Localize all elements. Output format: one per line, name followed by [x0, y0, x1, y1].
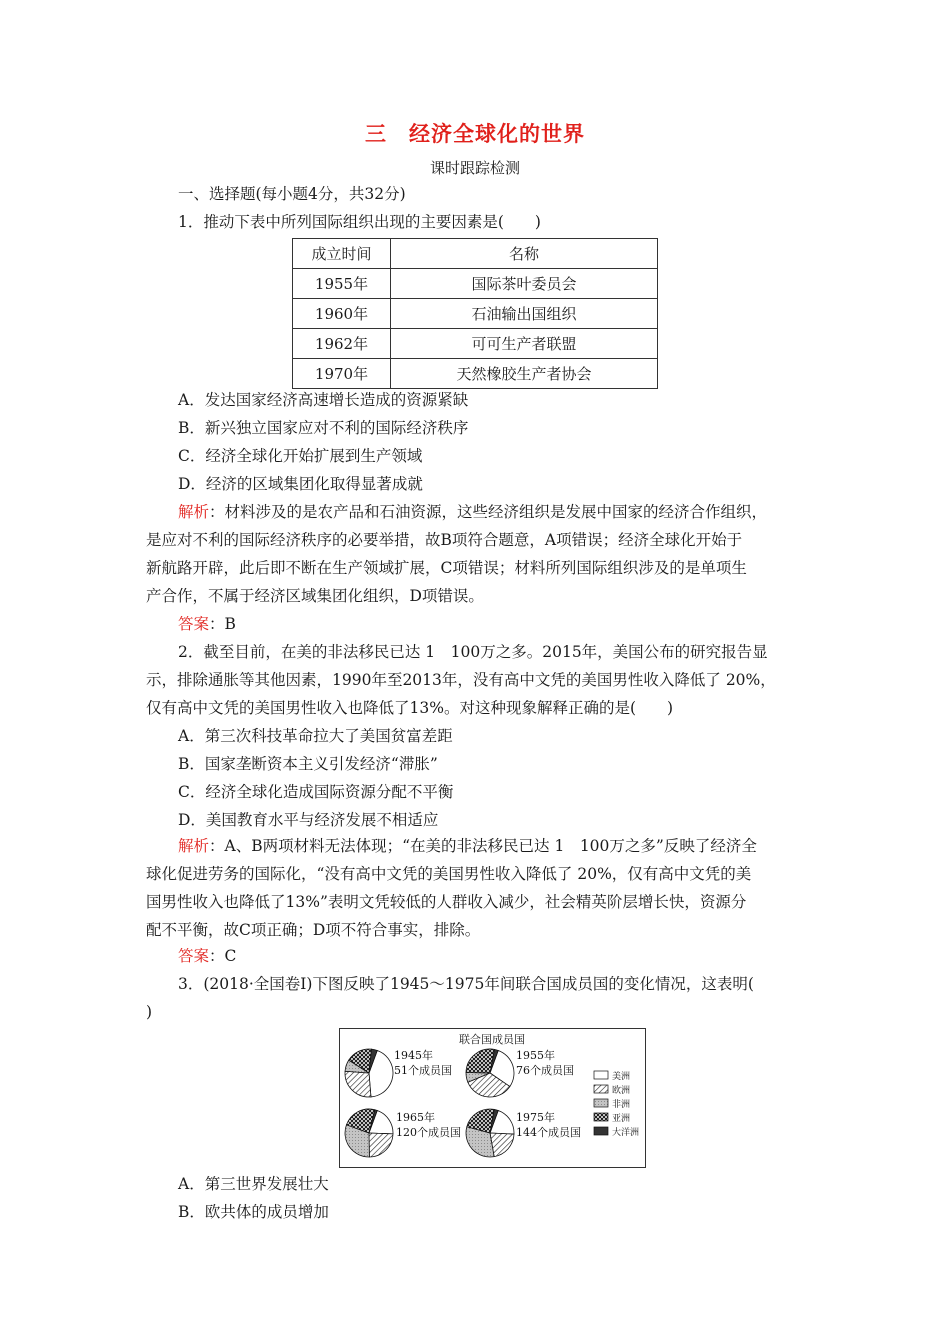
legend-swatch-oceania: [594, 1127, 608, 1135]
table-header-row: [293, 239, 658, 269]
table-header: 名称: [391, 239, 658, 269]
table-cell: 国际茶叶委员会: [391, 269, 658, 299]
q2-analysis-line: 国男性收入也降低了13%”表明文凭较低的人群收入减少，社会精英阶层增长快，资源分: [146, 893, 747, 911]
q3-option-a: A．第三世界发展壮大: [178, 1175, 329, 1193]
page-title: 三 经济全球化的世界: [365, 121, 585, 146]
q2-analysis-line: 解析：A、B两项材料无法体现；“在美的非法移民已达 1 100万之多”反映了经济全: [178, 837, 757, 855]
table-cell: 1960年: [293, 299, 391, 329]
q2-stem-line: 仅有高中文凭的美国男性收入也降低了13%。对这种现象解释正确的是( ): [146, 699, 674, 717]
legend-swatch-africa: [594, 1099, 608, 1107]
pie-slice-asia: [466, 1049, 494, 1073]
legend-swatch-asia: [594, 1113, 608, 1121]
un-members-chart: [339, 1028, 646, 1168]
analysis-label: 解析: [178, 837, 210, 855]
pie-count-label: 51个成员国: [394, 1064, 452, 1077]
pie-chart-svg: [340, 1029, 645, 1167]
q3-option-b: B．欧共体的成员增加: [178, 1203, 329, 1221]
q1-stem: 1．推动下表中所列国际组织出现的主要因素是( ): [178, 213, 541, 231]
table-row: [293, 299, 658, 329]
q1-option-d: D．经济的区域集团化取得显著成就: [178, 475, 423, 493]
legend-label-africa: 非洲: [612, 1100, 631, 1110]
q1-option-a: A．发达国家经济高速增长造成的资源紧缺: [178, 391, 469, 409]
q1-option-b: B．新兴独立国家应对不利的国际经济秩序: [178, 419, 469, 437]
q2-option-c: C．经济全球化造成国际资源分配不平衡: [178, 783, 454, 801]
q2-stem-line: 示，排除通胀等其他因素，1990年至2013年，没有高中文凭的美国男性收入降低了 20%，: [146, 671, 776, 689]
q1-analysis-line: 是应对不利的国际经济秩序的必要举措，故B项符合题意，A项错误；经济全球化开始于: [146, 531, 743, 549]
answer-label: 答案: [178, 947, 210, 965]
q2-option-b: B．国家垄断资本主义引发经济“滞胀”: [178, 755, 438, 773]
pie-count-label: 76个成员国: [516, 1064, 574, 1077]
q2-analysis-line: 球化促进劳务的国际化，“没有高中文凭的美国男性收入降低了 20%，仅有高中文凭的美: [146, 865, 752, 883]
q1-option-c: C．经济全球化开始扩展到生产领域: [178, 447, 423, 465]
pie-count-label: 144个成员国: [516, 1126, 581, 1139]
pie-year-label: 1975年: [516, 1111, 555, 1124]
q1-analysis-line: 产合作，不属于经济区域集团化组织，D项错误。: [146, 587, 484, 605]
table-row: [293, 359, 658, 389]
org-table: [292, 238, 658, 389]
q1-analysis-line: 新航路开辟，此后即不断在生产领域扩展，C项错误；材料所列国际组织涉及的是单项生: [146, 559, 747, 577]
legend-label-europe: 欧洲: [612, 1086, 631, 1096]
pie-year-label: 1965年: [396, 1111, 435, 1124]
page-subtitle: 课时跟踪检测: [429, 159, 520, 177]
table-cell: 天然橡胶生产者协会: [391, 359, 658, 389]
section-heading: 一、选择题(每小题4分，共32分): [178, 185, 406, 203]
pie-year-label: 1945年: [394, 1049, 433, 1062]
q2-stem-line: 2．截至目前，在美的非法移民已达 1 100万之多。2015年，美国公布的研究报告显: [178, 643, 768, 661]
table-cell: 1955年: [293, 269, 391, 299]
legend-swatch-europe: [594, 1085, 608, 1093]
pie-year-label: 1955年: [516, 1049, 555, 1062]
pie-count-label: 120个成员国: [396, 1126, 461, 1139]
q3-stem-line: ): [146, 1003, 153, 1021]
answer-label: 答案: [178, 615, 210, 633]
legend-swatch-americas: [594, 1071, 608, 1079]
table-row: [293, 269, 658, 299]
chart-title: 联合国成员国: [459, 1033, 525, 1046]
pie-slice-europe: [345, 1071, 371, 1097]
legend-label-americas: 美洲: [612, 1072, 631, 1082]
table-cell: 1962年: [293, 329, 391, 359]
table-header: 成立时间: [293, 239, 391, 269]
legend-label-oceania: 大洋洲: [612, 1128, 640, 1138]
table-cell: 可可生产者联盟: [391, 329, 658, 359]
table-row: [293, 329, 658, 359]
legend-label-asia: 亚洲: [612, 1114, 631, 1124]
q3-stem-line: 3．(2018·全国卷Ⅰ)下图反映了1945～1975年间联合国成员国的变化情况，这表明(: [178, 975, 754, 993]
table-cell: 石油输出国组织: [391, 299, 658, 329]
q2-option-a: A．第三次科技革命拉大了美国贫富差距: [178, 727, 453, 745]
pie-slice-europe: [369, 1133, 393, 1157]
table-cell: 1970年: [293, 359, 391, 389]
analysis-label: 解析: [178, 503, 210, 521]
q1-analysis-line: 解析：材料涉及的是农产品和石油资源，这些经济组织是发展中国家的经济合作组织，: [178, 503, 768, 521]
q2-answer: 答案：C: [178, 947, 237, 965]
q2-analysis-line: 配不平衡，故C项正确；D项不符合事实，排除。: [146, 921, 481, 939]
q1-answer: 答案：B: [178, 615, 236, 633]
q2-option-d: D．美国教育水平与经济发展不相适应: [178, 811, 439, 829]
